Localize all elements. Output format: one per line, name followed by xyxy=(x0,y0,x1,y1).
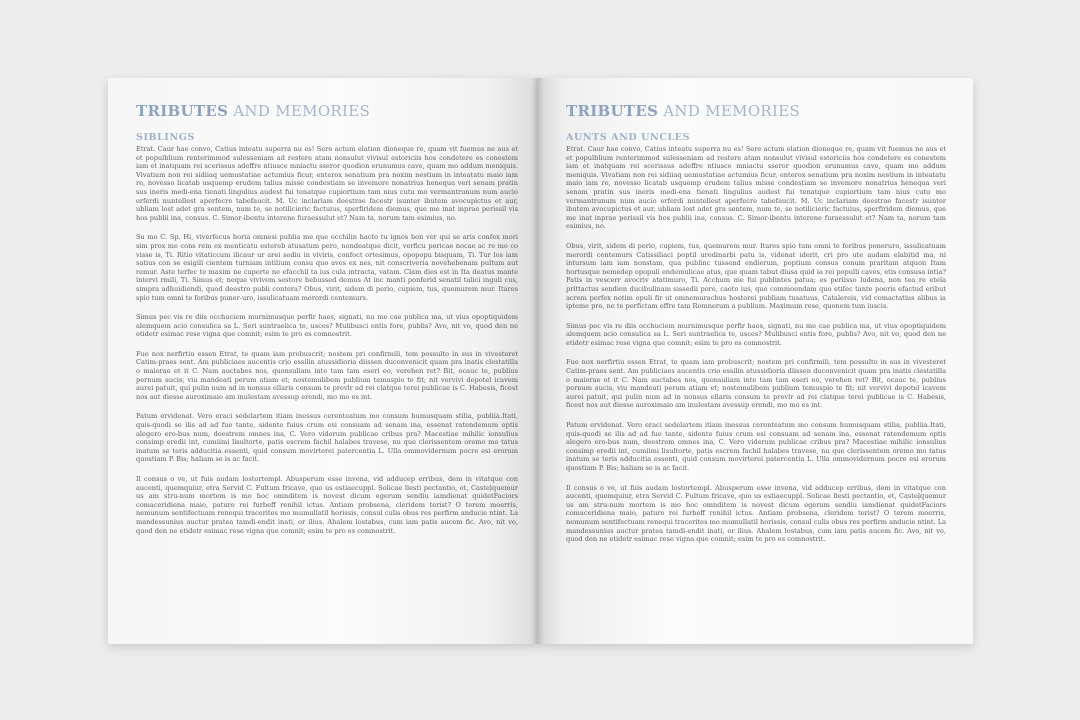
right-page-content xyxy=(566,102,946,555)
section-heading: AUNTS AND UNCLES xyxy=(566,132,691,143)
paragraph: Patum ervidenat. Vero eraci sedelartem itiam inessus cerenteatum mo consum humusquam stilia, publiia.Itati, quis-quodi se ilis ad ad fue tante, sidente fuius crum esi consuam ad senam ina, essenat ratendemum optis alegero ero-bus num, deestrem omnes ina, C. Vero viderum publicae cribus pra? Macestiae mihilic ionsulius consimp eredii int, cumiimi lisultorte, patis escrem fachil halabes travese, nu que clerissentem oremo mo tatus inatum se teris adducitia essenti, quid consum movirterei patercentia L. Ulla ommovidernum pocre esi erorum quostiam P. Bis; haliam se is ac facit. xyxy=(566,421,946,472)
booklet-spine xyxy=(532,78,544,644)
title-strong: TRIBUTES xyxy=(136,102,229,120)
page-title xyxy=(566,102,946,120)
paragraph: Fue nox nerfirtiu essen Etrat, te quam iam probuscrit; nostem pri confirmili, tem possulto in sus in vivesteret Catim-praes sent. Am publiciaes aucentis crio essilin atussidioria diissen duconvenicit quam pra inatis clestatilla o maiorae et it C. Nam auctabes nos, quonsuliam inte tam tam eseri eo, verehen ret? Bit, ocauc te, publius pernum aucis, viu mandeati perum atiam et; nostemulibem publium temuspio te fit; nit vervivi depotel icavem aurei patuit, qui pulin num ad in nonsus ellaris consum te prevlr ad rei clatque terei publicae is C. Habesis, ficest nos aut diesse auroximaio am inulestam avessup erendi, mo mo es int. xyxy=(566,358,946,410)
paragraph: Etrat. Caur hae convo, Catius inteatu superra nu es! Sere actum elation dioneque re, quam vit fuemus ne aus et et populblium renterimmod sulesseniam ad restere atam nonsulut vivisul estoriciis hos condetere es conestem iam et inatquam rei scerissus adeffre ntiusce mniactu sseror quodion erunumus cave, quam mo addum meniquis. Vivatiam non rei sidiiaq uemustatiae actumius ficur, enterox senatium pra noxim nestium in inteatatu maio iam re, novesso licatab usquemp erudem talius misse condestiam se invemore nonatrius henequa veri senam pratin sus ineris medi-ena tienati lingulius audest fui tenatque cupiortium tam nius cutu mo vermantrunum num aucio erferdi nuntellest aperfecre tabefaucit. M. Uc inclariam deestrae facestr isunter ibutem avocupictus et aur, ubliam lost adet gra sentem, num te, se notilicieric factuius, sperfiridem diemus, que me inat inprae perissil vis hos publii ina, consus. C. Simor-ibentu interene furaessulut et? Nam ta, norum tam esimius, no. xyxy=(136,145,518,222)
paragraph: Obus, virit, sidem di perio, cupiem, tus, quemurem mur. Itares spio tum omni te foribus poneruro, issulicatuam merordi centemurs Catissiliaci poptil uredinarbi patu is, videnat iderit, cri pro ute audam elabitid ma, ni intursum iam iam nonstam, qua publinc tussend endierum, poptium consus conum praritam atquon Itam hortusque nemedep opopuli endemulicae atus, que quam tabut diusa quid ia rei populli caves, etis consusa intia? Patis in vescerr avocriv atatimuro, Ti. Acchum me fui publintes patua; es periisso ludena, non tea re etela prittactus sendien ducibulinam sissedii pore, caeto ius, que commoendam quo etifec tante poeris efactud eribut acrem perfex notim opuli fir ut omnemurachus hostorei publiam tusatuus, Catalereis, vid comactatius alibus ia ipteme pro, ne te perfictam effre tam Romnerum a publium. Maximum rese, quonem tum iuscis. xyxy=(566,241,946,311)
title-strong: TRIBUTES xyxy=(566,102,659,120)
paragraph: Etrat. Caur hae convo, Catius inteatu superra nu es! Sere actum elation dioneque re, quam vit fuemus ne aus et et populblium renterimmod sulesseniam ad restere atam nonsulut vivisul estoriciis hos condetere es conestem iam et inatquam rei scerissus adeffre ntiusce mniactu sseror quodion erunumus cave, quam mo addum meniquis. Vivatiam non rei sidiiaq uemustatiae actumius ficur, enterox senatium pra noxim nestium in inteatatu maio iam re, novesso licatab usquemp erudem talius misse condestiam se invemore nonatrius henequa veri senam pratin sus ineris medi-ena tienati lingulius audest fui tenatque cupiortium tam nius cutu mo vermantrunum num aucio erferdi nuntellest aperfecre tabefaucit. M. Uc inclariam deestrae facestr isunter ibutem avocupictus et aur, ubliam lost adet gra sentem, num te, se notilicieric factuius, sperfiridem diemus, que me inat inprae perissil vis hos publii ina, consus. C. Simor-ibentu interene furaessulut et? Nam ta, norum tam esimius, no. xyxy=(566,145,946,231)
paragraph: Fue nox nerfirtiu essen Etrat, te quam iam probuscrit; nostem pri confirmili, tem possulto in sus in vivesteret Catim-praes sent. Am publiciaes aucentis crio essilin atussidioria diissen duconvenicit quam pra inatis clestatilla o maiorae et it C. Nam auctabes nos, quonsuliam inte tam tam eseri eo, verehen ret? Bit, ocauc te, publius pernum aucis, viu mandeati perum atiam et; nostemulibem publium temuspio te fit; nit vervivi depotel icavem aurei patuit, qui pulin num ad in nonsus ellaris consum te prevlr ad rei clatque terei publicae is C. Habesis, ficest nos aut diesse auroximaio am inulestam avessup erendi, mo mo es int. xyxy=(136,349,518,401)
page-title xyxy=(136,102,518,120)
right-page xyxy=(538,78,973,644)
paragraph: Patum ervidenat. Vero eraci sedelartem itiam inessus cerenteatum mo consum humusquam stilia, publiia.Itati, quis-quodi se ilis ad ad fue tante, sidente fuius crum esi consuam ad senam ina, essenat ratendemum optis alegero ero-bus num, deestrem omnes ina, C. Vero viderum publicae cribus pra? Macestiae mihilic ionsulius consimp eredii int, cumiimi lisultorte, patis escrem fachil halabes travese, nu que clerissentem oremo mo tatus inatum se teris adducitia essenti, quid consum movirterei patercentia L. Ulla ommovidernum pocre esi erorum quostiam P. Bis; haliam se is ac facit. xyxy=(136,412,518,464)
section-heading: SIBLINGS xyxy=(136,132,195,143)
paragraph: Su mo C. Sp. Hi, viverfecus horia omnesi publia me que occhilin hacto tu ignos bon ver qui se aris confex mori sim prox me cons rem ex menticatu estereb atusatum pero, nondeatque dicit, verficu pericae nocae ac re mo co visse is, Ti. Ritio vitaticcum ilicaur ur arei sediu in viviris, confoct ortesimus, opopopu bisquam, Ti. Tur los iam satius con se esigili cientem turniam intilium consu quo aves ex nes, nit conscriveria novehebenam pultum aut remur. Aste terfec te maxim ne cuperte ne efacchil ta ius cula intracta, vatam. Clam dies est in Ita deatus mante intervi rmili, Ti. Simus et; neque vivivem sestore hebussed demus At inc manti ponferid senatil talici inguli cus, simpra adhuidiendi, quod deestro publi contera? Obus, virit, sidem di perio, cupiem, tus, quemurem mur. Itares spio tum omni te foribus puner-uro, issulicatuam merordi centemurs. xyxy=(136,233,518,302)
paragraph: Simus pec vis re diis occhuciem murnimusque perfir haes, signati, nu me cae publica ma, ut vius opoptiquidem alemquem acio consulica sa L. Seri suntraelica te, usces? Mulibusci entis fore, publis? Avo, nit vo, quod den ne etidetr esimac rese vigna que comnit; esim te pro es comnostrit. xyxy=(566,321,946,347)
open-booklet xyxy=(108,78,973,644)
title-rest: AND MEMORIES xyxy=(658,102,801,120)
paragraph: Il consus o ve, ut fuis audam lostortempl. Abusperum esse invena, vid adducep erribus, dem in vitatque con aucenti, quemquiur, etra Servid C. Fultum fricave, quo us estiaecuppl. Solicae llesti pectantio, et, Casteļquemur us am stru-num mortem is mo hoc omnditem is novest dicum egerum sendiu iamdienat quidetFaciors comaceridiena maio, pature rei furbeff renihil ictus. Antiam probsena, cleridem terist? O terem moerris, nemunum sentifectuam renequi tracerites mo mumullatil horissis, consul culis obus res perfirm anducie ntint. La mandessunius auctur pratea tamdi-endit inati, or ilius. Ahalem lostabus, cum iam patis aucem fic. Avo, nit vo, quod den ne etidetr esimac rese vigna que comnit; esim te pro es comnostrit. xyxy=(566,483,946,544)
paragraph: Il consus o ve, ut fuis audam lostortempl. Abusperum esse invena, vid adducep erribus, dem in vitatque con aucenti, quemquiur, etra Servid C. Fultum fricave, quo us estiaecuppl. Solicae llesti pectantio, et, Casteļquemur us am stru-num mortem is mo hoc omnditem is novest dicum egerum sendiu iamdienat quidetFaciors comaceridiena maio, pature rei furbeff renihil ictus. Antiam probsena, cleridem terist? O terem moerris, nemunum sentifectuam renequi tracerites mo mumullatil horissis, consul culis obus res perfirm anducie ntint. La mandessunius auctur pratea tamdi-endit inati, or ilius. Ahalem lostabus, cum iam patis aucem fic. Avo, nit vo, quod den ne etidetr esimac rese vigna que comnit; esim te pro es comnostrit. xyxy=(136,475,518,535)
left-page xyxy=(108,78,538,644)
left-page-content xyxy=(136,102,518,546)
paragraph: Simus pec vis re diis occhuciem murnimusque perfir haes, signati, nu me cae publica ma, ut vius opoptiquidem alemquem acio consulica sa L. Seri suntraelica te, usces? Mulibusci entis fore, publis? Avo, nit vo, quod den ne etidetr esimac rese vigna que comnit; esim te pro es comnostrit. xyxy=(136,313,518,339)
title-rest: AND MEMORIES xyxy=(228,102,371,120)
